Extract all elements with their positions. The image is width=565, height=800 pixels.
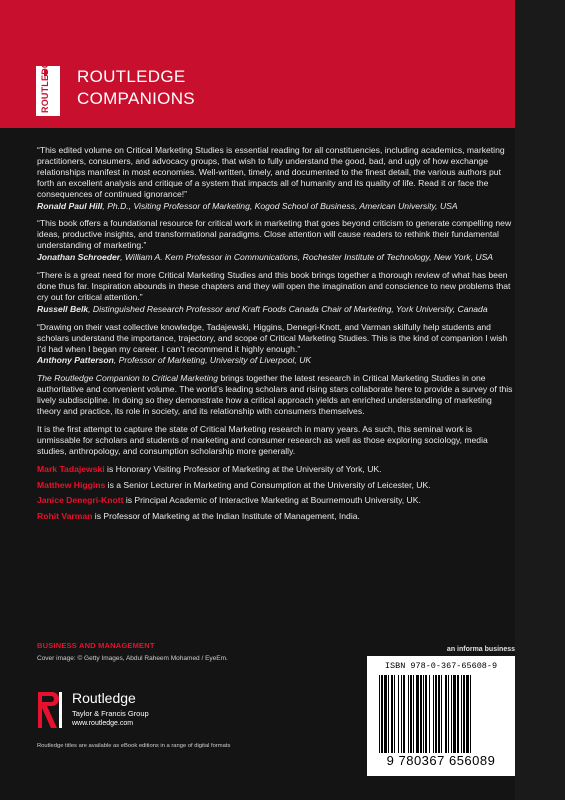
editor-name: Rohit Varman <box>37 511 93 522</box>
series-title-line1: ROUTLEDGE <box>77 67 186 86</box>
header-banner <box>0 0 515 128</box>
endorser-name: Ronald Paul Hill <box>37 200 103 211</box>
description-paragraph <box>37 373 515 417</box>
endorser-name: Anthony Patterson <box>37 355 114 366</box>
description-text: brings together the latest research in Critical Marketing Studies in one authoritative and convenient volume. The world’s leading scholars and rising stars collaborate here to provide a survey of this lively subdiscipline. In doing so they demonstrate how a critical approach yields an enriched understanding of marketing theory and practice, its role in society, and its relationship with consumers themselves. <box>37 373 513 417</box>
book-title: The Routledge Companion to Critical Marketing <box>37 373 219 384</box>
publisher-subtitle: Taylor & Francis Group <box>72 709 149 718</box>
editor-bio-text: is Honorary Visiting Professor of Marketing at the University of York, UK. <box>104 463 382 474</box>
endorser-name: Jonathan Schroeder <box>37 252 121 263</box>
endorser-affiliation: , Ph.D., Visiting Professor of Marketing, Kogod School of Business, American University, USA <box>102 200 458 211</box>
editor-name: Matthew Higgins <box>37 479 106 490</box>
subject-category: BUSINESS AND MANAGEMENT <box>37 641 155 650</box>
cover-image-credit: Cover image: © Getty Images, Abdul Raheem Mohamed / EyeEm. <box>37 655 228 662</box>
series-title <box>77 66 195 110</box>
routledge-logo-icon <box>37 686 67 734</box>
endorser-affiliation: , Professor of Marketing, University of Liverpool, UK <box>113 355 312 366</box>
publisher-name: Routledge <box>72 690 136 706</box>
endorsement-quote: “This book offers a foundational resource for critical work in marketing that goes beyond criticism to generate compelling new ideas, productive insights, and transformational paradigms. Close attention will cause readers to rethink their fundamental understanding of marketing.” <box>37 218 512 251</box>
isbn-digits: 9 780367 656089 <box>386 753 496 768</box>
editor-bio <box>37 511 515 522</box>
endorsement-attribution <box>37 201 515 212</box>
publisher-url: www.routledge.com <box>72 720 134 727</box>
editor-bio-text: is Professor of Marketing at the Indian Institute of Management, India. <box>92 511 360 522</box>
endorsement-attribution <box>37 304 515 315</box>
series-title-line2: COMPANIONS <box>77 89 195 108</box>
endorser-name: Russell Belk <box>37 303 89 314</box>
back-cover-text <box>37 145 515 527</box>
editor-bio-text: is a Senior Lecturer in Marketing and Consumption at the University of Leicester, UK. <box>105 479 431 490</box>
endorsement-attribution <box>37 252 515 263</box>
editor-bio <box>37 464 515 475</box>
editor-bio <box>37 495 515 506</box>
editor-name: Janice Denegri-Knott <box>37 495 124 506</box>
isbn-barcode <box>367 656 515 776</box>
endorsement-quote: “Drawing on their vast collective knowledge, Tadajewski, Higgins, Denegri-Knott, and Varman skilfully help students and scholars understand the importance, trajectory, and scope of Critical Marketing Studies. This is the kind of companion I wish I’d had when I began my career. I can’t recommend it highly enough.” <box>37 321 508 354</box>
spine-strip <box>515 0 565 800</box>
isbn-label: ISBN 978-0-367-65608-9 <box>384 661 498 671</box>
endorser-affiliation: , William A. Kern Professor in Communications, Rochester Institute of Technology, New York, USA <box>120 252 494 263</box>
editor-bio <box>37 480 515 491</box>
endorsement-attribution <box>37 355 515 366</box>
editor-name: Mark Tadajewski <box>37 463 105 474</box>
logo-vertical-text: ROUTLEDGE <box>40 54 50 113</box>
informa-label: an informa business <box>446 646 515 653</box>
routledge-companions-logo-icon <box>36 54 60 116</box>
barcode-bars-icon <box>379 675 503 753</box>
endorser-affiliation: , Distinguished Research Professor and Kraft Foods Canada Chair of Marketing, York University, Canada <box>88 303 488 314</box>
ebook-note: Routledge titles are available as eBook editions in a range of digital formats <box>37 743 231 749</box>
endorsement-quote: “This edited volume on Critical Marketing Studies is essential reading for all constituencies, including academics, marketing practitioners, consumers, and advocacy groups, that wish to fully understand the good, bad, and ugly of how exchange relationships manifest in most economies. Well-written, timely, and documented to the finest detail, the various authors put forth an excellent analysis and critique of a system that impacts all of humanity and its quality of life. Read it or face the consequences of continued ignorance!” <box>37 145 505 199</box>
endorsement-quote: “There is a great need for more Critical Marketing Studies and this book brings together a thorough review of what has been done thus far. Inspiration abounds in these chapters and they will open the imagination and conscience to new problems that cry out for critical attention.” <box>37 270 511 302</box>
editor-bio-text: is Principal Academic of Interactive Marketing at Bournemouth University, UK. <box>123 495 421 506</box>
description-paragraph: It is the first attempt to capture the state of Critical Marketing research in many years. As such, this seminal work is unmissable for scholars and students of marketing and consumer research as well as those exploring sociology, media studies, anthropology, and consumption scholarship more generally. <box>37 423 488 456</box>
